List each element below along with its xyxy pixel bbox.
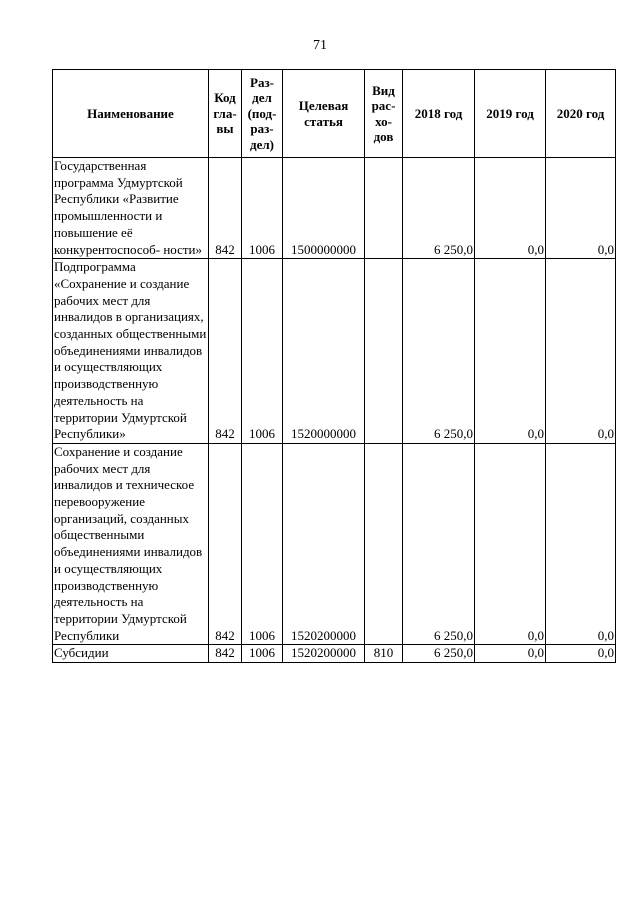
header-name: Наименование: [53, 70, 209, 158]
row-name: Субсидии: [53, 645, 209, 663]
table-row: [53, 158, 616, 259]
row-2020: 0,0: [546, 645, 616, 663]
row-section: 1006: [242, 259, 283, 444]
header-section: Раз- дел (под- раз- дел): [242, 70, 283, 158]
row-name: Подпрограмма «Сохранение и создание рабочих мест для инвалидов в организациях, созданных общественными объединениями инвалидов и осуществляющих производственную деятельность на территории Удмуртской Республики»: [53, 259, 209, 444]
row-name: Государственная программа Удмуртской Республики «Развитие промышленности и повышение её конкурентоспособ- ности»: [53, 158, 209, 259]
row-2018: 6 250,0: [403, 158, 475, 259]
row-expense-type: [365, 443, 403, 644]
row-chapter: 842: [209, 443, 242, 644]
row-2019: 0,0: [475, 259, 546, 444]
row-expense-type: [365, 158, 403, 259]
row-2018: 6 250,0: [403, 443, 475, 644]
header-year-2019: 2019 год: [475, 70, 546, 158]
row-2019: 0,0: [475, 158, 546, 259]
table-row: [53, 443, 616, 644]
row-2018: 6 250,0: [403, 645, 475, 663]
row-chapter: 842: [209, 259, 242, 444]
row-section: 1006: [242, 443, 283, 644]
header-chapter-code: Код гла- вы: [209, 70, 242, 158]
table-row: [53, 645, 616, 663]
row-article: 1520200000: [283, 443, 365, 644]
page-number: 71: [313, 38, 327, 53]
row-section: 1006: [242, 158, 283, 259]
header-year-2020: 2020 год: [546, 70, 616, 158]
row-expense-type: [365, 259, 403, 444]
row-chapter: 842: [209, 645, 242, 663]
row-article: 1500000000: [283, 158, 365, 259]
row-2020: 0,0: [546, 443, 616, 644]
header-row: [53, 70, 616, 158]
row-article: 1520000000: [283, 259, 365, 444]
row-chapter: 842: [209, 158, 242, 259]
table-row: [53, 259, 616, 444]
row-2018: 6 250,0: [403, 259, 475, 444]
row-2019: 0,0: [475, 443, 546, 644]
row-2020: 0,0: [546, 259, 616, 444]
header-year-2018: 2018 год: [403, 70, 475, 158]
row-expense-type: 810: [365, 645, 403, 663]
row-article: 1520200000: [283, 645, 365, 663]
row-2019: 0,0: [475, 645, 546, 663]
row-section: 1006: [242, 645, 283, 663]
header-target-article: Целевая статья: [283, 70, 365, 158]
row-2020: 0,0: [546, 158, 616, 259]
budget-table: [52, 69, 616, 663]
header-expense-type: Вид рас- хо- дов: [365, 70, 403, 158]
row-name: Сохранение и создание рабочих мест для инвалидов и техническое перевооружение организаций, созданных общественными объединениями инвалидов и осуществляющих производственную деятельность на территории Удмуртской Республики: [53, 443, 209, 644]
